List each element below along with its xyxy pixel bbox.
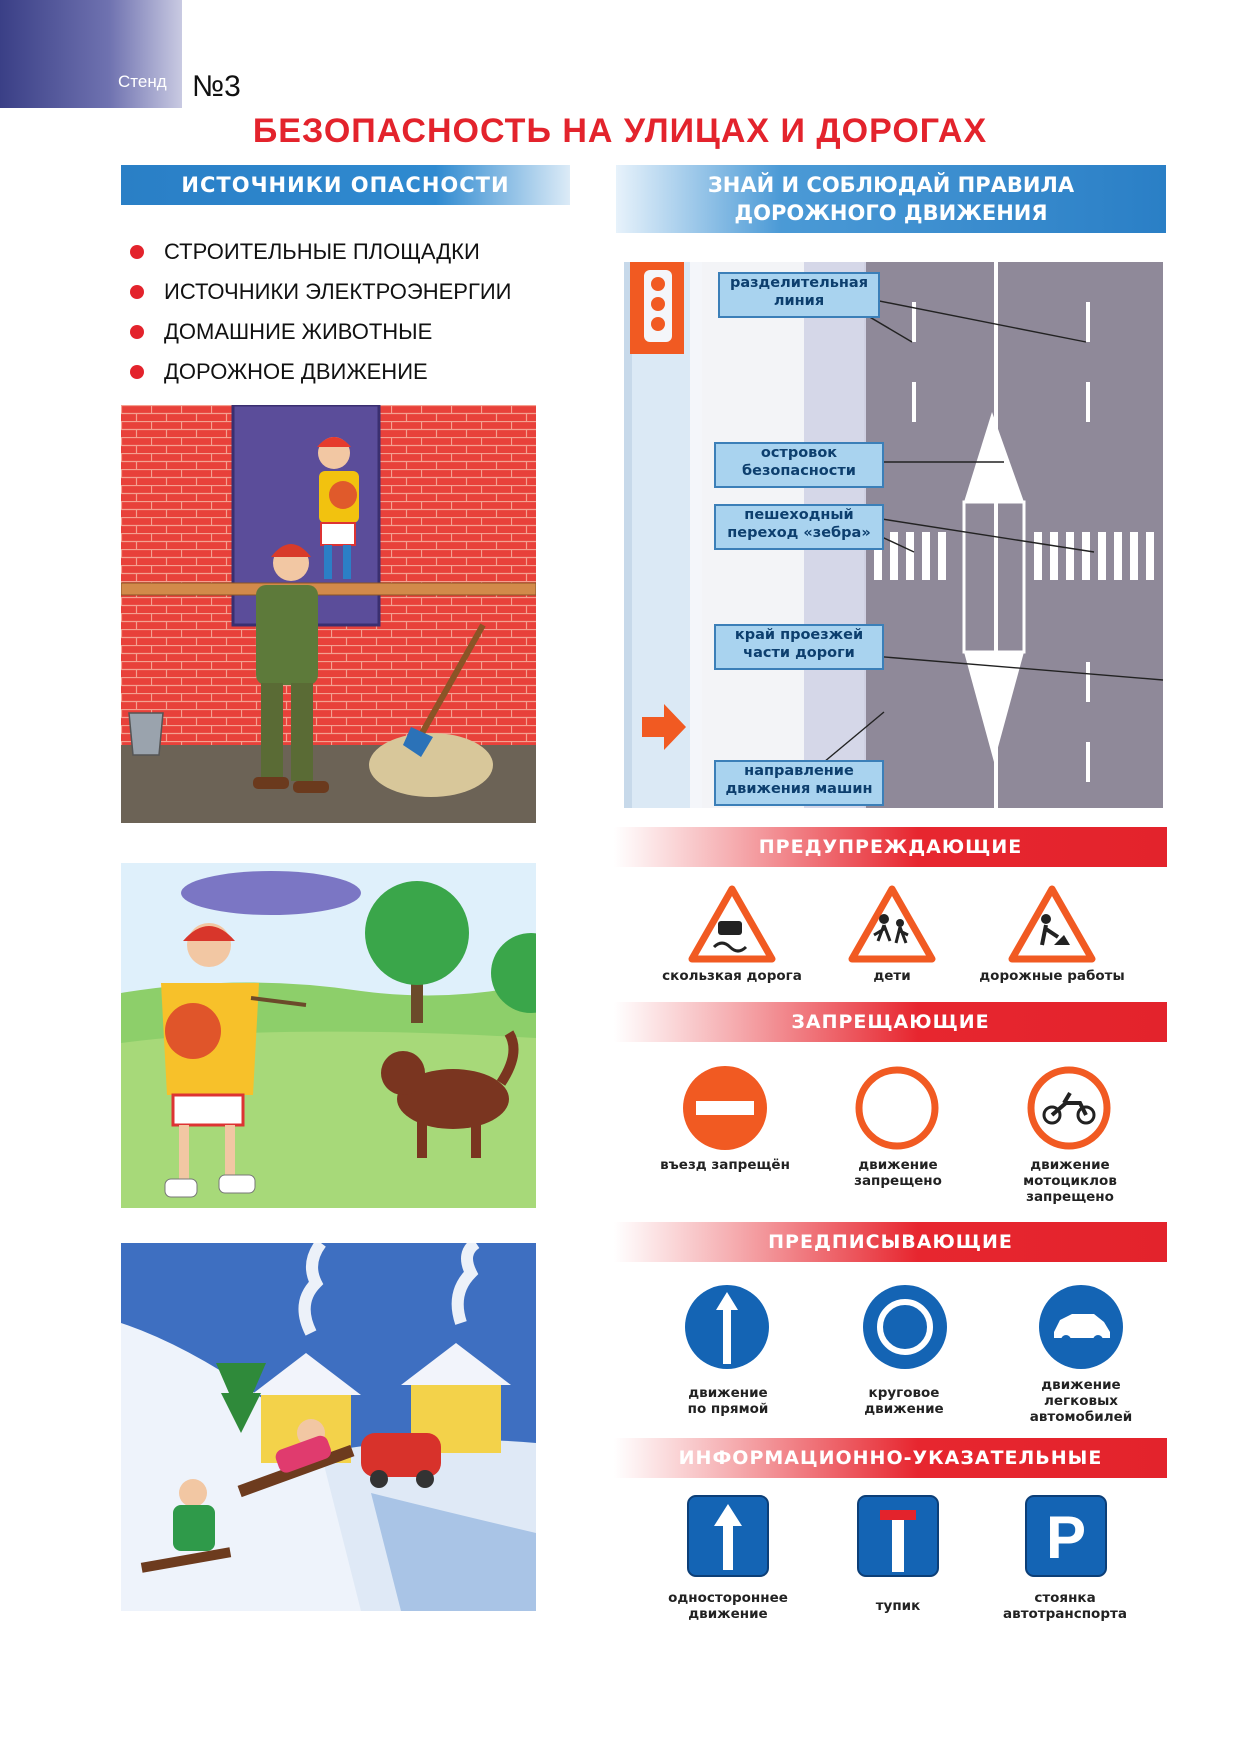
sign-label: стоянка автотранспорта bbox=[1003, 1590, 1127, 1622]
sign-label: движение легковых автомобилей bbox=[1029, 1377, 1133, 1425]
road-label-direction: направление движения машин bbox=[714, 760, 884, 806]
slippery-road-icon bbox=[688, 885, 776, 963]
road-label-divider: разделительная линия bbox=[718, 272, 880, 318]
road-label-island: островок безопасности bbox=[714, 442, 884, 488]
one-way-icon bbox=[686, 1494, 770, 1578]
rules-heading-line1: ЗНАЙ И СОБЛЮДАЙ ПРАВИЛА bbox=[707, 173, 1075, 197]
no-entry-icon bbox=[680, 1063, 770, 1153]
rules-heading bbox=[616, 165, 1166, 233]
info-heading: ИНФОРМАЦИОННО-УКАЗАТЕЛЬНЫЕ bbox=[614, 1438, 1167, 1478]
list-item: ДОМАШНИЕ ЖИВОТНЫЕ bbox=[128, 312, 512, 352]
sign-label: движение по прямой bbox=[687, 1385, 769, 1417]
sign-label: круговое движение bbox=[864, 1385, 944, 1417]
list-item: ДОРОЖНОЕ ДВИЖЕНИЕ bbox=[128, 352, 512, 392]
sign-label: тупик bbox=[875, 1598, 921, 1614]
sign-label: скользкая дорога bbox=[662, 968, 802, 984]
sign-label: дети bbox=[873, 968, 911, 984]
warning-heading: ПРЕДУПРЕЖДАЮЩИЕ bbox=[614, 827, 1167, 867]
dead-end-icon bbox=[856, 1494, 940, 1578]
no-traffic-icon bbox=[852, 1063, 942, 1153]
straight-ahead-icon bbox=[682, 1282, 772, 1372]
bullet-icon bbox=[130, 365, 144, 379]
sign-label: въезд запрещён bbox=[660, 1157, 790, 1173]
dangers-heading: ИСТОЧНИКИ ОПАСНОСТИ bbox=[121, 165, 570, 205]
road-diagram bbox=[624, 262, 1163, 808]
page-title: БЕЗОПАСНОСТЬ НА УЛИЦАХ И ДОРОГАХ bbox=[252, 112, 988, 150]
mandatory-heading: ПРЕДПИСЫВАЮЩИЕ bbox=[614, 1222, 1167, 1262]
bullet-icon bbox=[130, 285, 144, 299]
sign-label: движение мотоциклов запрещено bbox=[1023, 1157, 1117, 1205]
rules-heading-line2: ДОРОЖНОГО ДВИЖЕНИЯ bbox=[734, 201, 1048, 225]
road-label-zebra: пешеходный переход «зебра» bbox=[714, 504, 884, 550]
road-works-icon bbox=[1008, 885, 1096, 963]
roundabout-icon bbox=[860, 1282, 950, 1372]
sign-label: движение запрещено bbox=[854, 1157, 942, 1189]
sign-label: одностороннее движение bbox=[668, 1590, 788, 1622]
parking-icon bbox=[1024, 1494, 1108, 1578]
winter-illustration bbox=[121, 1243, 536, 1611]
construction-illustration bbox=[121, 405, 536, 823]
animals-illustration bbox=[121, 863, 536, 1208]
list-item: СТРОИТЕЛЬНЫЕ ПЛОЩАДКИ bbox=[128, 232, 512, 272]
bullet-icon bbox=[130, 325, 144, 339]
stand-number: №3 bbox=[192, 70, 241, 103]
bullet-icon bbox=[130, 245, 144, 259]
no-motorcycles-icon bbox=[1024, 1063, 1114, 1153]
list-item: ИСТОЧНИКИ ЭЛЕКТРОЭНЕРГИИ bbox=[128, 272, 512, 312]
children-icon bbox=[848, 885, 936, 963]
sign-label: дорожные работы bbox=[979, 968, 1125, 984]
stand-label: Стенд bbox=[118, 72, 167, 91]
car-icon bbox=[1036, 1282, 1126, 1372]
dangers-list bbox=[128, 232, 512, 392]
prohibiting-heading: ЗАПРЕЩАЮЩИЕ bbox=[614, 1002, 1167, 1042]
parking-letter: P bbox=[1045, 1504, 1087, 1571]
road-label-edge: край проезжей части дороги bbox=[714, 624, 884, 670]
